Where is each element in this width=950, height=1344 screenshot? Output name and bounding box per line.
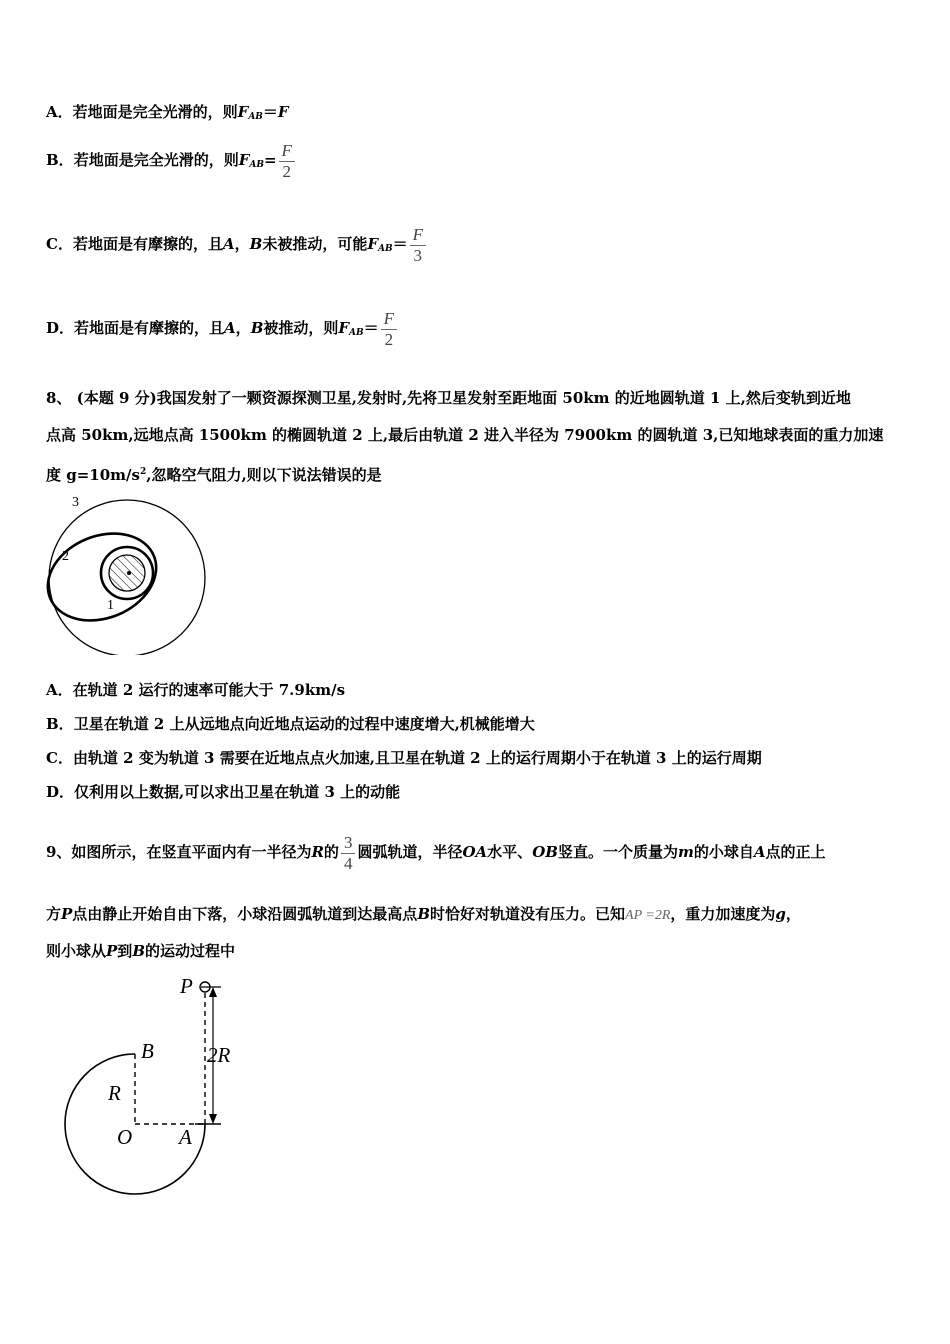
- q7-option-c: C．若地面是有摩擦的，且A，B未被推动，可能$F_{AB}=$ $\frac{F}{3}$: [46, 220, 428, 273]
- q8-option-c: C．由轨道 2 变为轨道 3 需要在近地点点火加速,且卫星在轨道 2 上的运行周期小于在轨道 3 上的运行周期: [46, 749, 762, 767]
- q9-stem-line-3: 则小球从P到B的运动过程中: [46, 942, 236, 960]
- q9-stem-line-1: 9、如图所示，在竖直平面内有一半径为R的 $\frac{3}{4}$ 圆弧轨道，半径OA水平、OB竖直。一个质量为m的小球自A点的正上: [46, 832, 826, 873]
- label-p: P: [180, 974, 193, 998]
- label-a: A: [179, 1125, 192, 1149]
- q8-option-a: A．在轨道 2 运行的速率可能大于 7.9km/s: [46, 681, 346, 699]
- q8-stem-line-1: 8、 (本题 9 分)我国发射了一颗资源探测卫星,发射时,先将卫星发射至距地面 50km 的近地圆轨道 1 上,然后变轨到近地: [46, 389, 851, 407]
- orbit-2-label: 2: [62, 549, 69, 564]
- orbit-1-label: 1: [107, 598, 114, 613]
- fraction-three-quarters: $\frac{3}{4}$: [341, 833, 356, 874]
- arc-track-figure: [55, 965, 245, 1205]
- label-r: R: [108, 1081, 121, 1105]
- q8-stem-line-3: 度 $g=10m/s^2$,忽略空气阻力,则以下说法错误的是: [46, 466, 382, 484]
- q9-stem-line-2: 方P点由静止开始自由下落，小球沿圆弧轨道到达最高点B时恰好对轨道没有压力。已知AP =2R，重力加速度为g，: [46, 905, 801, 923]
- fraction: $\frac{F}{2}$: [381, 309, 397, 350]
- orbit-figure: [40, 490, 215, 655]
- label-o: O: [117, 1125, 133, 1149]
- q7-option-a: A．若地面是完全光滑的，则$F_{AB}=F$: [46, 103, 289, 122]
- fraction: $\frac{F}{3}$: [410, 225, 426, 266]
- label-b: B: [141, 1039, 154, 1063]
- earth-center: [127, 571, 131, 575]
- fraction: $\frac{F}{2}$: [279, 141, 295, 182]
- arrow-down: [209, 1114, 217, 1124]
- orbit-3-label: 3: [72, 495, 79, 510]
- q8-option-b: B．卫星在轨道 2 上从远地点向近地点运动的过程中速度增大,机械能增大: [46, 715, 535, 733]
- q7-option-b: B．若地面是完全光滑的，则$F_{AB}=$ $\frac{F}{2}$: [46, 136, 297, 189]
- q8-stem-line-2: 点高 50km,远地点高 1500km 的椭圆轨道 2 上,最后由轨道 2 进入半径为 7900km 的圆轨道 3,已知地球表面的重力加速: [46, 426, 884, 444]
- orbit-2: [40, 518, 169, 636]
- label-2r: 2R: [207, 1043, 231, 1067]
- q7-option-d: D．若地面是有摩擦的，且A，B被推动，则$F_{AB}=$ $\frac{F}{2}$: [46, 304, 399, 357]
- q8-option-d: D．仅利用以上数据,可以求出卫星在轨道 3 上的动能: [46, 783, 401, 801]
- ap-equals-2r: AP =2R: [625, 908, 671, 923]
